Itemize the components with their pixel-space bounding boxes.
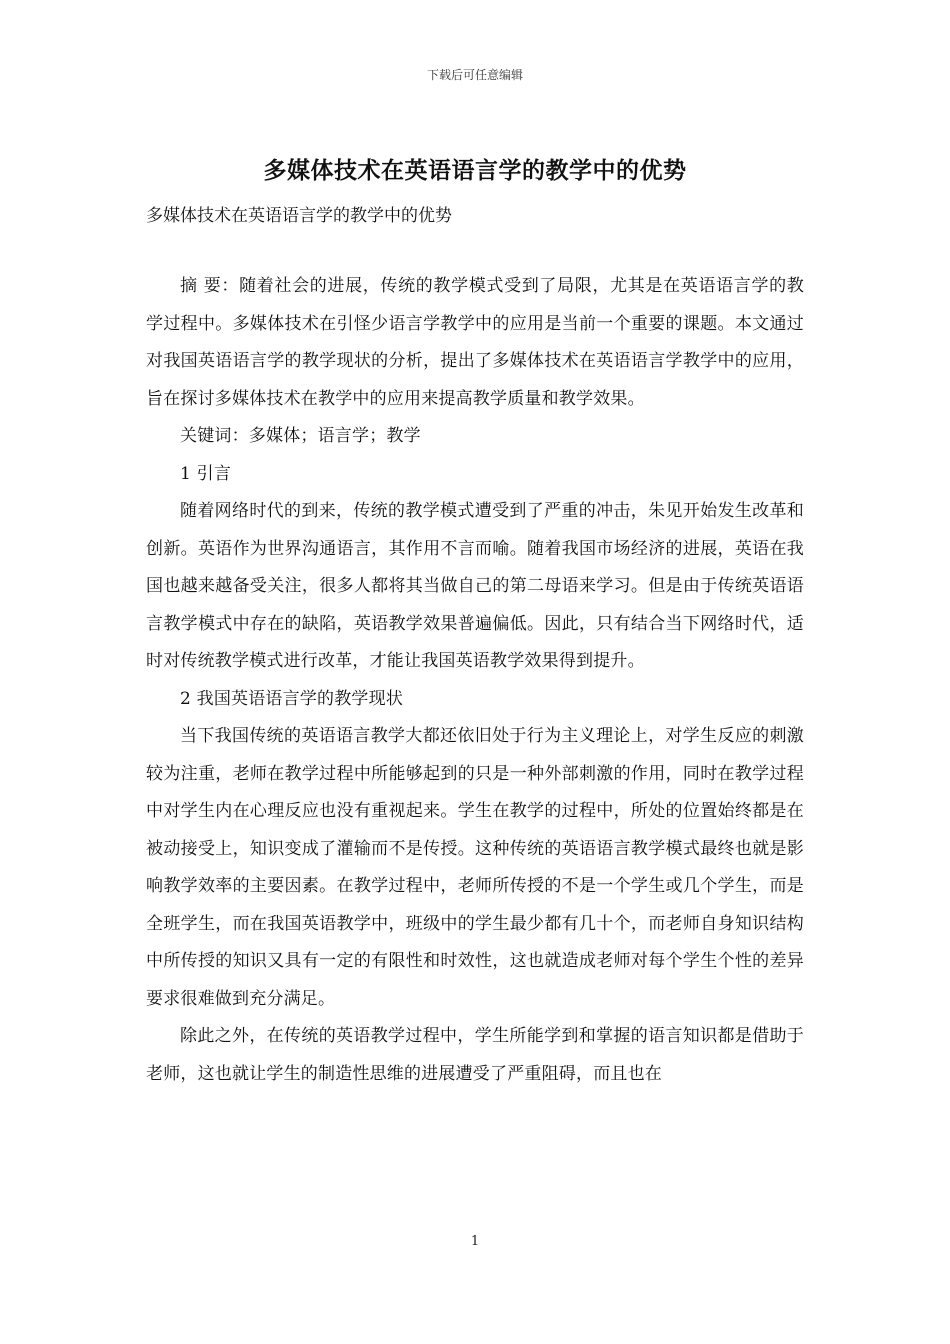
page-number: 1 bbox=[470, 1234, 480, 1249]
document-subtitle: 多媒体技术在英语语言学的教学中的优势 bbox=[146, 206, 452, 226]
section-heading-1: 1 引言 bbox=[180, 463, 232, 484]
keywords-line: 关键词：多媒体；语言学；教学 bbox=[180, 426, 421, 446]
section-heading-2: 2 我国英语语言学的教学现状 bbox=[180, 688, 404, 709]
abstract-paragraph: 摘 要：随着社会的进展，传统的教学模式受到了局限，尤其是在英语语言学的教学过程中。多媒体技术在引怪少语言学教学中的应用是当前一个重要的课题。本文通过对我国英语语言学的教学现状的分析，提出了多媒体技术在英语语言学教学中的应用，旨在探讨多媒体技术在教学中的应用来提高教学质量和教学效果。 bbox=[146, 276, 804, 409]
section1-paragraph-1: 随着网络时代的到来，传统的教学模式遭受到了严重的冲击，朱见开始发生改革和创新。英语作为世界沟通语言，其作用不言而喻。随着我国市场经济的进展，英语在我国也越来越备受关注，很多人都将其当做自己的第二母语来学习。但是由于传统英语语言教学模式中存在的缺陷，英语教学效果普遍偏低。因此，只有结合当下网络时代，适时对传统教学模式进行改革，才能让我国英语教学效果得到提升。 bbox=[146, 501, 804, 671]
page-header: 下载后可任意编辑 bbox=[426, 68, 523, 82]
section2-paragraph-2: 除此之外，在传统的英语教学过程中，学生所能学到和掌握的语言知识都是借助于老师，这也就让学生的制造性思维的进展遭受了严重阻碍，而且也在 bbox=[146, 1026, 804, 1084]
document-body bbox=[146, 268, 804, 1093]
document-title: 多媒体技术在英语语言学的教学中的优势 bbox=[263, 157, 687, 184]
section2-paragraph-1: 当下我国传统的英语语言教学大都还依旧处于行为主义理论上，对学生反应的刺激较为注重，老师在教学过程中所能够起到的只是一种外部刺激的作用，同时在教学过程中对学生内在心理反应也没有重视起来。学生在教学的过程中，所处的位置始终都是在被动接受上，知识变成了灌输而不是传授。这种传统的英语语言教学模式最终也就是影响教学效率的主要因素。在教学过程中，老师所传授的不是一个学生或几个学生，而是全班学生，而在我国英语教学中，班级中的学生最少都有几十个，而老师自身知识结构中所传授的知识又具有一定的有限性和时效性，这也就造成老师对每个学生个性的差异要求很难做到充分满足。 bbox=[146, 726, 804, 1009]
